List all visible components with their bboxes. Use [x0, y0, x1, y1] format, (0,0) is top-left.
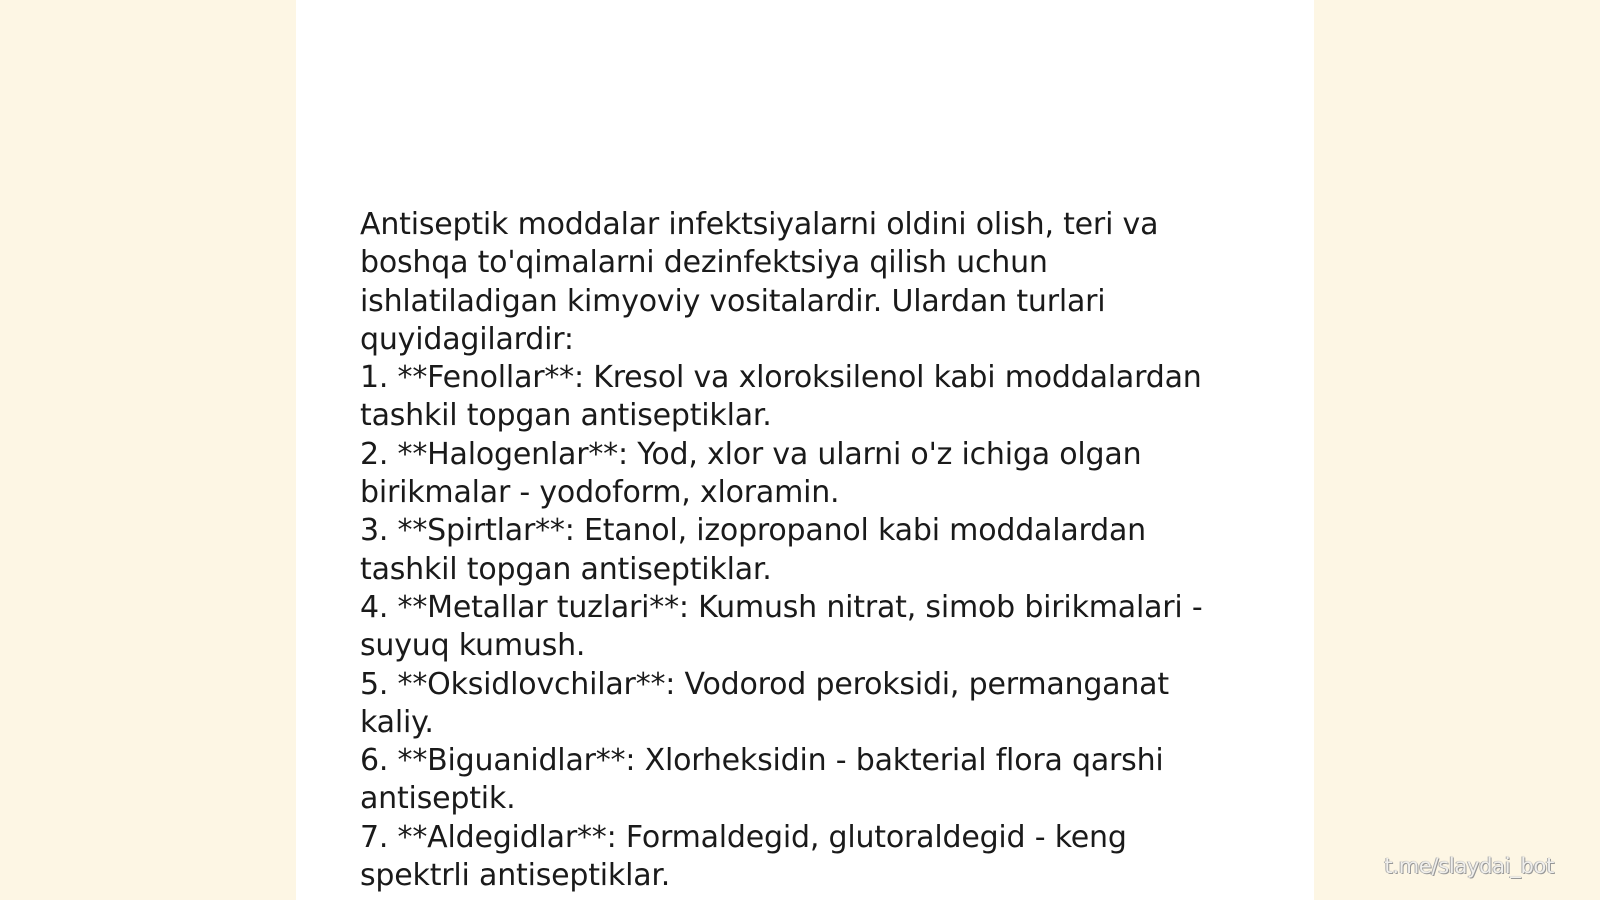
list-item-fenollar: 1. **Fenollar**: Kresol va xloroksilenol kabi moddalardan tashkil topgan antiseptiklar.	[360, 360, 1202, 434]
list-item-oksidlovchilar: 5. **Oksidlovchilar**: Vodorod peroksidi, permanganat kaliy.	[360, 666, 1169, 740]
list-item-spirtlar: 3. **Spirtlar**: Etanol, izopropanol kabi moddalardan tashkil topgan antiseptiklar.	[360, 513, 1146, 587]
list-item-biguanidlar: 6. **Biguanidlar**: Xlorheksidin - bakterial flora qarshi antiseptik.	[360, 743, 1164, 817]
list-item-aldegidlar: 7. **Aldegidlar**: Formaldegid, glutoraldegid - keng spektrli antiseptiklar.	[360, 819, 1127, 894]
intro-paragraph: Antiseptik moddalar infektsiyalarni oldini olish, teri va boshqa to'qimalarni dezinfektsiya qilish uchun ishlatiladigan kimyoviy vositalardir. Ulardan turlari quyidagilardir:	[360, 207, 1159, 357]
watermark: t.me/slaydai_bot	[1384, 854, 1554, 878]
slide-body-text	[360, 206, 1240, 895]
list-item-halogenlar: 2. **Halogenlar**: Yod, xlor va ularni o'z ichiga olgan birikmalar - yodoform, xloramin.	[360, 436, 1142, 511]
list-item-metallar-tuzlari: 4. **Metallar tuzlari**: Kumush nitrat, simob birikmalari - suyuq kumush.	[360, 589, 1203, 664]
